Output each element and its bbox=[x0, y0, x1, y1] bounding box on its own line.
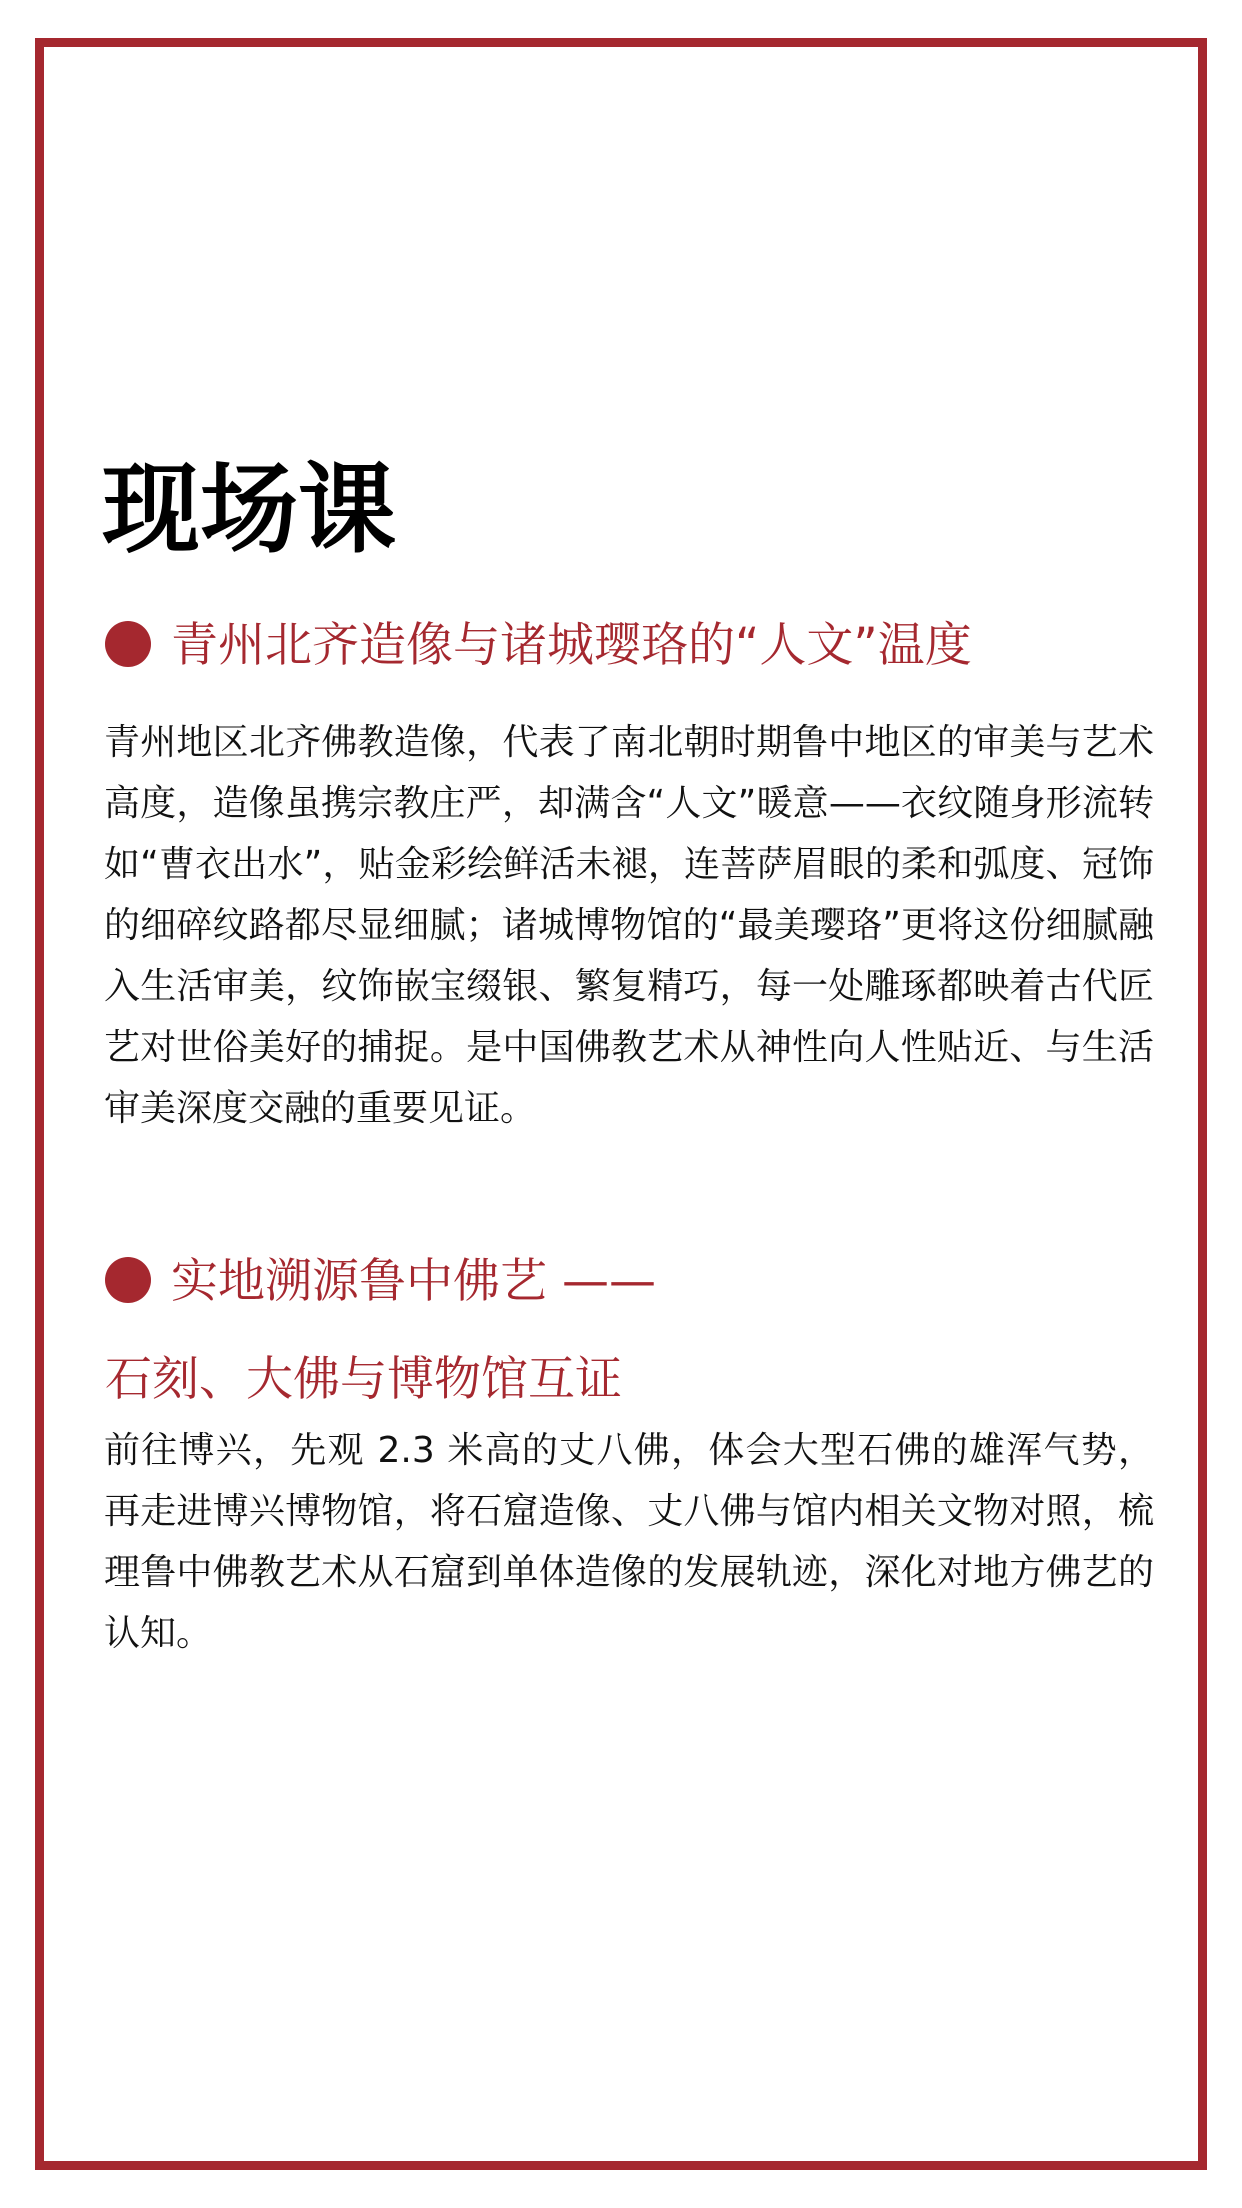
section-heading-qingzhou bbox=[105, 597, 972, 695]
bullet-dot-icon bbox=[105, 621, 151, 667]
section-heading-subline: 石刻、大佛与博物馆互证 bbox=[105, 1352, 622, 1407]
page-title: 现场课 bbox=[102, 452, 397, 567]
bullet-dot-icon bbox=[105, 1257, 151, 1303]
section-heading-field-trip bbox=[105, 1233, 656, 1429]
section-heading-text: 青州北齐造像与诸城璎珞的“人文”温度 bbox=[171, 618, 972, 673]
section-body-qingzhou: 青州地区北齐佛教造像，代表了南北朝时期鲁中地区的审美与艺术高度，造像虽携宗教庄严，却满含“人文”暖意——衣纹随身形流转如“曹衣出水”，贴金彩绘鲜活未褪，连菩萨眉眼的柔和弧度、冠饰的细碎纹路都尽显细腻；诸城博物馆的“最美璎珞”更将这份细腻融入生活审美，纹饰嵌宝缀银、繁复精巧，每一处雕琢都映着古代匠艺对世俗美好的捕捉。是中国佛教艺术从神性向人性贴近、与生活审美深度交融的重要见证。 bbox=[104, 722, 1154, 1129]
section-body-field-trip: 前往博兴，先观 2.3 米高的丈八佛，体会大型石佛的雄浑气势，再走进博兴博物馆，将石窟造像、丈八佛与馆内相关文物对照，梳理鲁中佛教艺术从石窟到单体造像的发展轨迹，深化对地方佛艺的认知。 bbox=[104, 1430, 1154, 1654]
section-heading-text: 实地溯源鲁中佛艺 —— bbox=[171, 1254, 656, 1309]
